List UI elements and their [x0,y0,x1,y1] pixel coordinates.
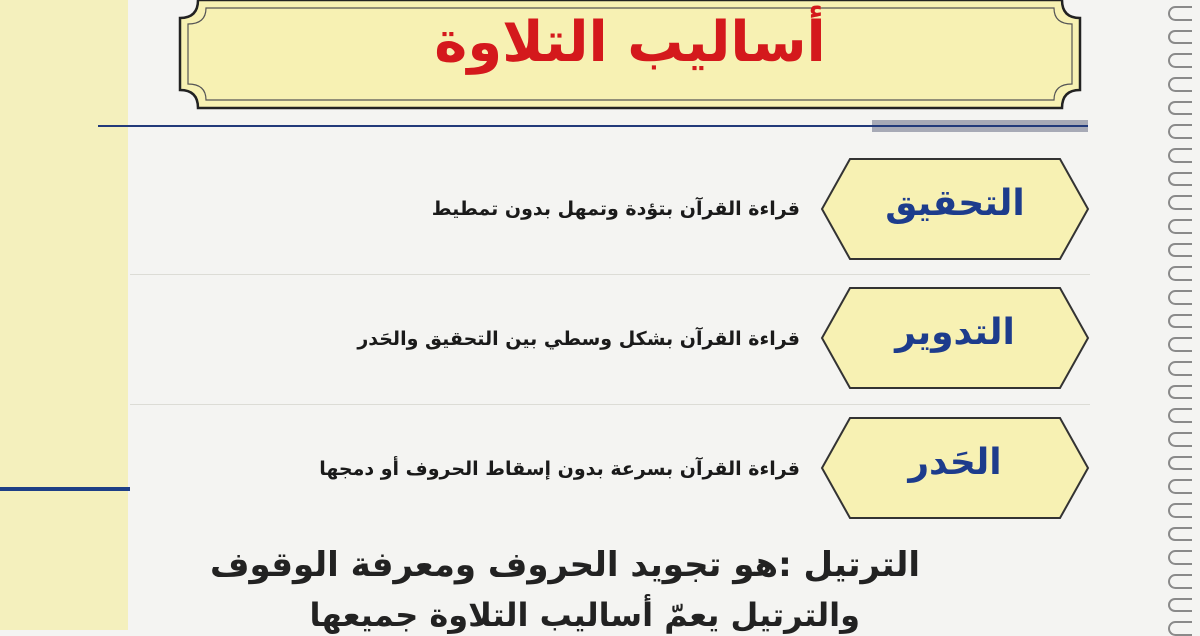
method-label-text: الحَدر [908,442,1002,483]
left-band-rule [0,487,130,491]
page-title: أساليب التلاوة [434,10,826,75]
notebook-spiral [1150,0,1200,636]
left-margin-band [0,0,128,630]
method-definition: قراءة القرآن بشكل وسطي بين التحقيق والحَدر [357,328,800,350]
method-label-text: التحقيق [885,183,1025,224]
method-definition: قراءة القرآن بتؤدة وتمهل بدون تمطيط [431,198,800,220]
method-label-hadr [820,414,1090,522]
title-banner [170,0,1090,118]
row-divider [130,274,1090,275]
tartil-note: والترتيل يعمّ أساليب التلاوة جميعها [309,596,860,634]
method-label-tahqiq [820,155,1090,263]
method-label-tadwir [820,284,1090,392]
tartil-definition: الترتيل :هو تجويد الحروف ومعرفة الوقوف [209,545,920,585]
method-label-text: التدوير [895,312,1015,353]
row-divider [130,404,1090,405]
method-definition: قراءة القرآن بسرعة بدون إسقاط الحروف أو دمجها [319,458,800,480]
title-rule [98,125,1088,127]
